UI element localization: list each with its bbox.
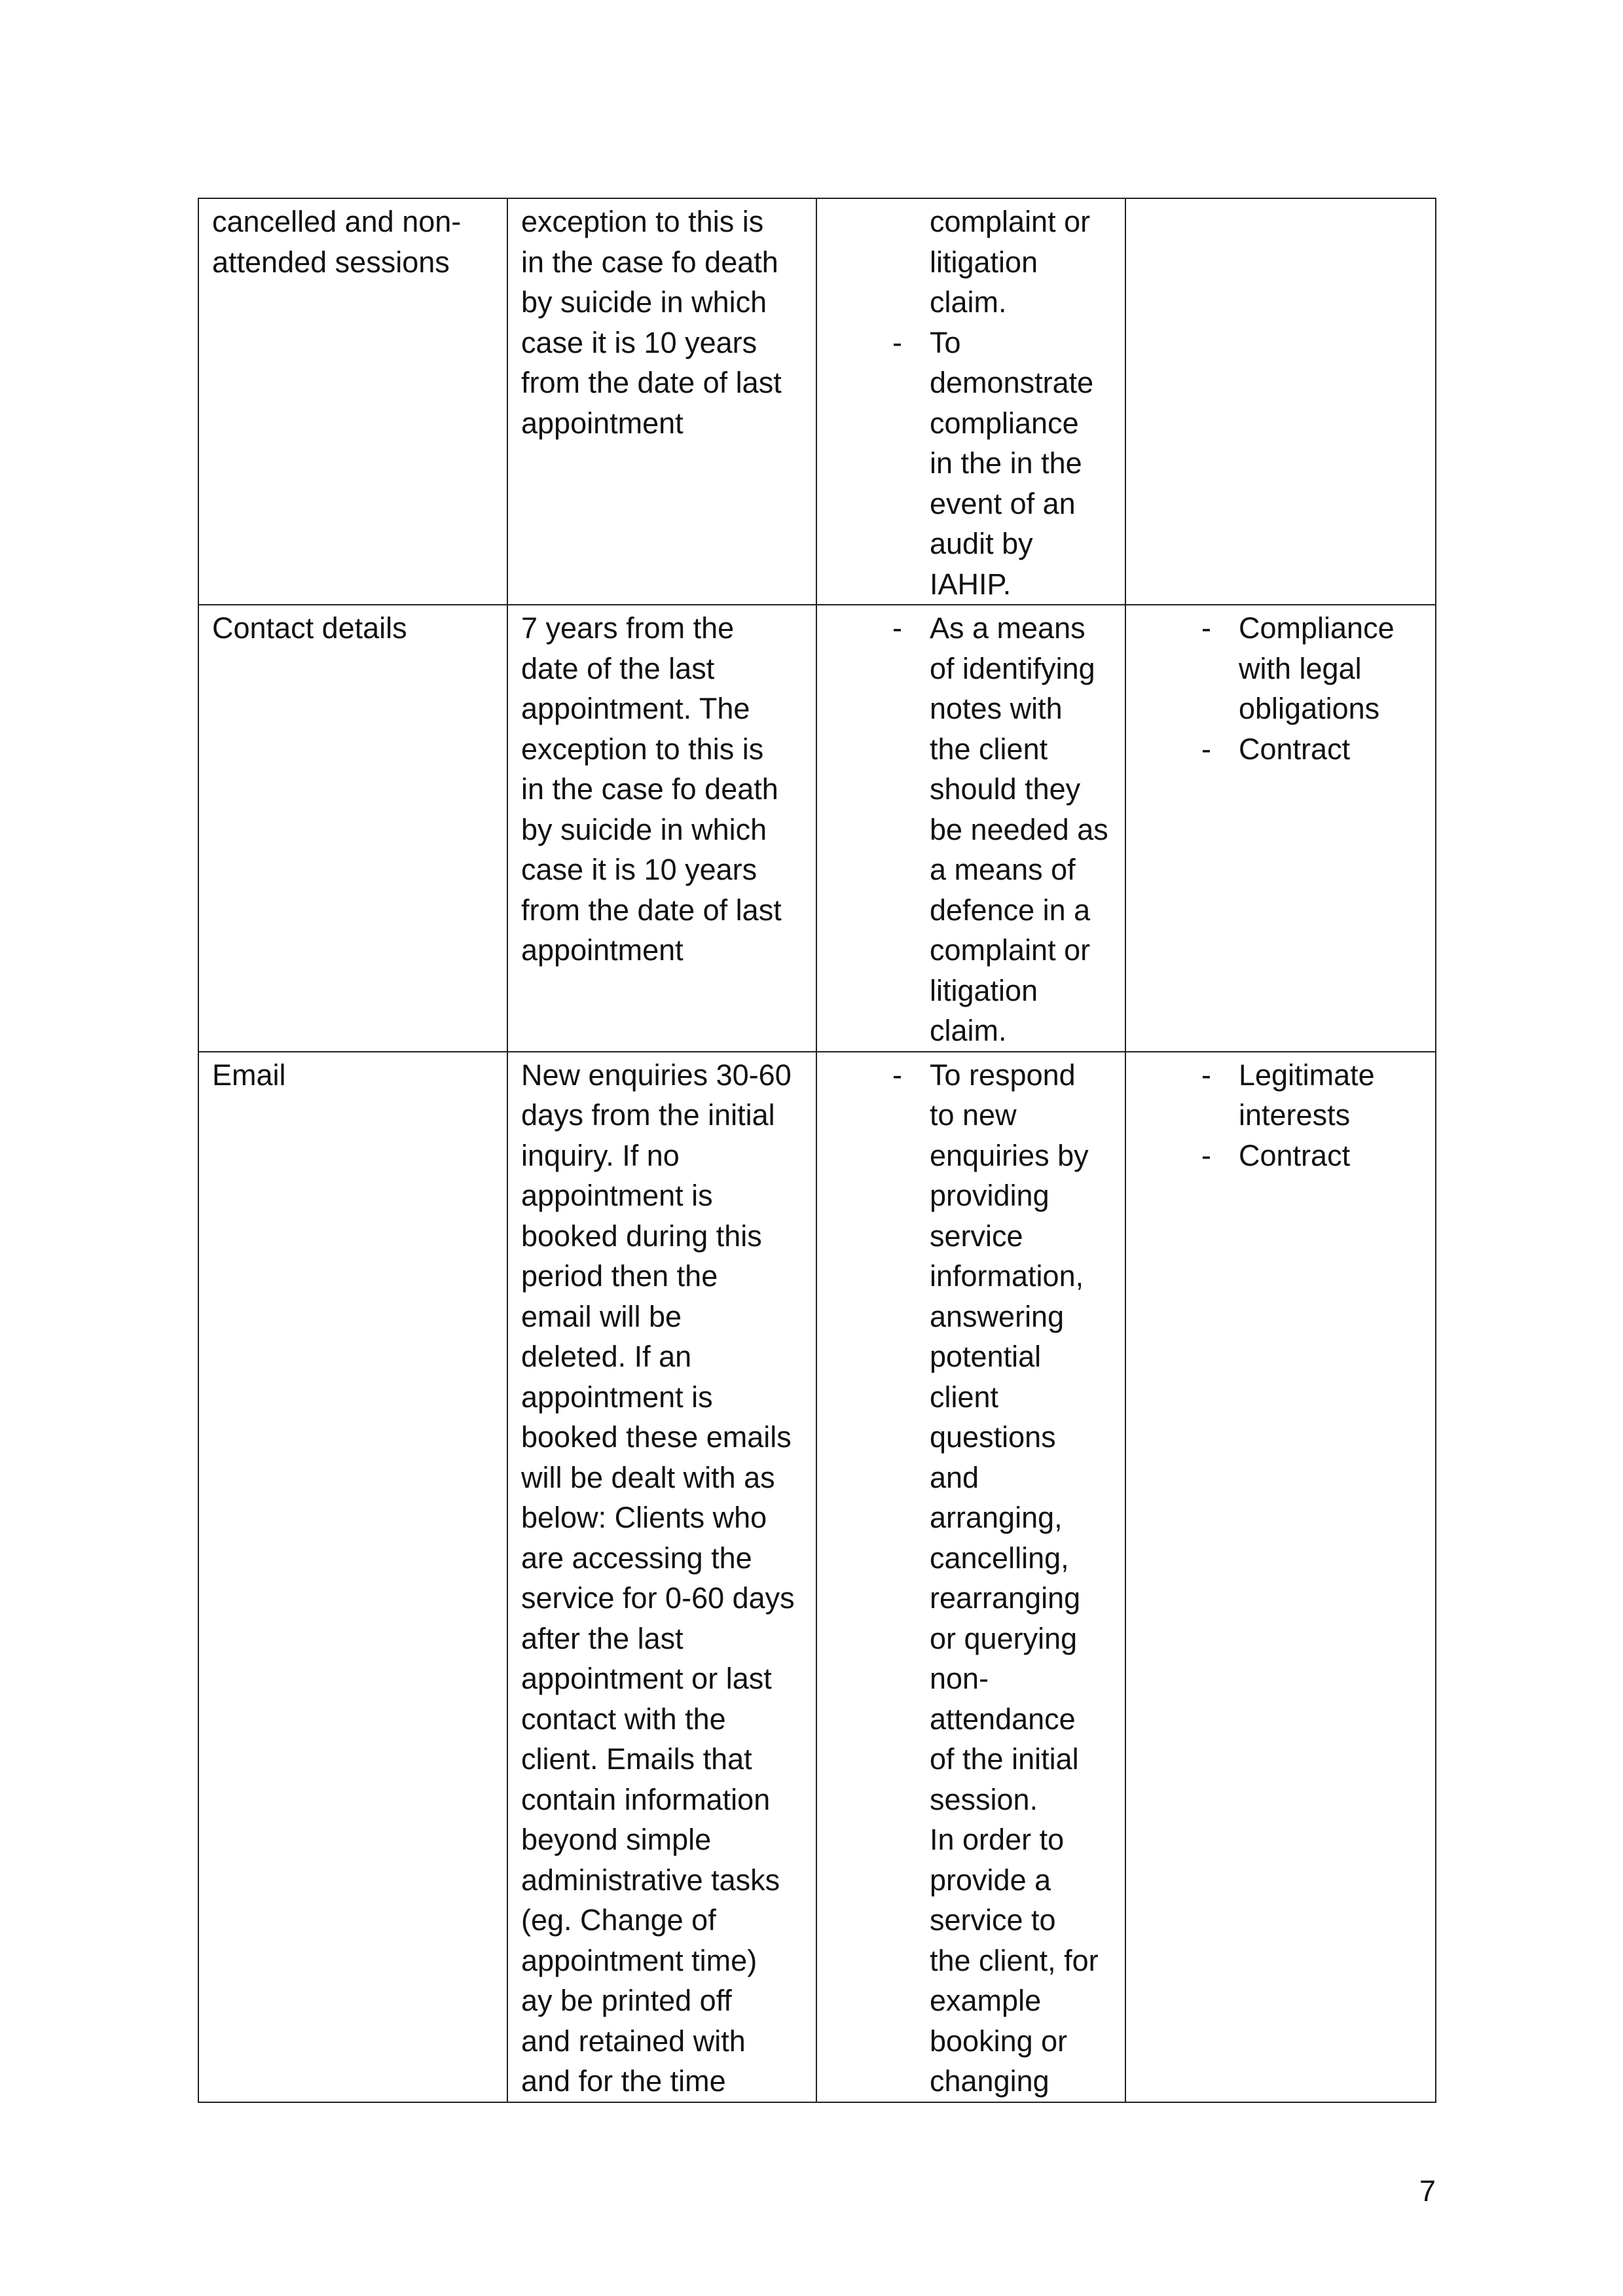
cell-text-line: ay be printed off	[521, 1984, 732, 2017]
cell-text-line: appointment. The	[521, 692, 750, 725]
list-item-line: obligations	[1239, 692, 1380, 725]
cell-text-line: will be dealt with as	[521, 1460, 775, 1494]
list-item-line: claim.	[930, 1014, 1007, 1047]
cell-text-line: exception to this is	[521, 732, 764, 766]
list-item-line: be needed as	[930, 812, 1108, 846]
list-item-line: providing	[930, 1179, 1049, 1212]
list-item-line: answering	[930, 1299, 1065, 1333]
cell-text-line: inquiry. If no	[521, 1138, 680, 1172]
bullet-list	[830, 1055, 1112, 2102]
list-item-line: a means of	[930, 853, 1076, 886]
list-item-line: booking or	[930, 2024, 1068, 2058]
cell-text-line: from the date of last	[521, 366, 782, 399]
list-item-line: To	[930, 325, 961, 359]
data-category-cell	[198, 1052, 507, 2102]
list-item-line: Contract	[1239, 1138, 1351, 1172]
list-item-line: complaint or	[930, 205, 1091, 238]
retention-period-cell	[507, 198, 816, 605]
cell-text-line: Contact details	[212, 611, 407, 645]
cell-text-line: days from the initial	[521, 1098, 775, 1132]
cell-text-line: booked during this	[521, 1219, 762, 1253]
data-category-cell	[198, 605, 507, 1052]
list-item-line: cancelling,	[930, 1541, 1069, 1575]
cell-text-line: below: Clients who	[521, 1501, 767, 1534]
bullet-list	[830, 608, 1112, 1051]
list-item-line: defence in a	[930, 893, 1091, 927]
dash-bullet: -	[1201, 611, 1211, 645]
cell-text-line: are accessing the	[521, 1541, 752, 1575]
cell-text-line: cancelled and non-	[212, 205, 462, 238]
list-item-line: claim.	[930, 285, 1007, 319]
cell-text-line: in the case fo death	[521, 245, 778, 279]
list-item	[1139, 1055, 1422, 1136]
retention-period-cell	[507, 605, 816, 1052]
list-item-line: of identifying	[930, 651, 1095, 685]
data-retention-table	[198, 198, 1436, 2103]
cell-text-line: by suicide in which	[521, 812, 767, 846]
cell-text-line: client. Emails that	[521, 1742, 752, 1776]
list-item-line: Compliance	[1239, 611, 1395, 645]
list-item-line: Legitimate	[1239, 1058, 1375, 1092]
cell-text-line: appointment is	[521, 1380, 713, 1414]
list-item-line: or querying	[930, 1621, 1078, 1655]
list-item-line: questions	[930, 1420, 1056, 1454]
cell-text-line: contain information	[521, 1782, 771, 1816]
list-item-line: Contract	[1239, 732, 1351, 766]
purpose-cell	[816, 198, 1125, 605]
cell-text-line: from the date of last	[521, 893, 782, 927]
list-item-line: provide a	[930, 1863, 1051, 1897]
list-item-line: As a means	[930, 611, 1085, 645]
list-item-line: example	[930, 1984, 1042, 2017]
list-item	[830, 1055, 1112, 1820]
list-item-line: rearranging	[930, 1581, 1081, 1615]
list-item-line: with legal	[1239, 651, 1362, 685]
page-number: 7	[1419, 2174, 1436, 2208]
table-row	[198, 1052, 1436, 2102]
purpose-cell	[816, 605, 1125, 1052]
cell-text-line: appointment time)	[521, 1943, 757, 1977]
cell-text-line: after the last	[521, 1621, 684, 1655]
list-item-line: session.	[930, 1782, 1038, 1816]
list-item	[1139, 1136, 1422, 1176]
list-item-line: potential	[930, 1340, 1042, 1373]
cell-text-line: case it is 10 years	[521, 853, 757, 886]
table-row	[198, 605, 1436, 1052]
bullet-list	[830, 202, 1112, 604]
list-item-line: client	[930, 1380, 999, 1414]
cell-text-line: date of the last	[521, 651, 715, 685]
legal-basis-cell	[1125, 605, 1436, 1052]
cell-text-line: service for 0-60 days	[521, 1581, 795, 1615]
dash-bullet: -	[892, 1058, 902, 1092]
cell-text-line: appointment	[521, 933, 684, 967]
cell-text-line: appointment is	[521, 1179, 713, 1212]
cell-text-line: in the case fo death	[521, 772, 778, 806]
list-item-line: the client	[930, 732, 1048, 766]
dash-bullet: -	[1201, 732, 1211, 766]
list-item-line: information,	[930, 1259, 1084, 1293]
cell-text-line: deleted. If an	[521, 1340, 692, 1373]
cell-text-line: by suicide in which	[521, 285, 767, 319]
list-item-line: event of an	[930, 486, 1076, 520]
list-item-line: non-	[930, 1662, 989, 1695]
list-item-line: in the in the	[930, 446, 1082, 480]
list-item-line: interests	[1239, 1098, 1351, 1132]
cell-text-line: New enquiries 30-60	[521, 1058, 792, 1092]
dash-bullet: -	[1201, 1138, 1211, 1172]
list-item-line: complaint or	[930, 933, 1091, 967]
cell-text-line: exception to this is	[521, 205, 764, 238]
legal-basis-cell	[1125, 198, 1436, 605]
list-item	[830, 1820, 1112, 2102]
cell-text-line: (eg. Change of	[521, 1903, 716, 1937]
bullet-list	[1139, 1055, 1422, 1176]
purpose-cell	[816, 1052, 1125, 2102]
cell-text-line: appointment	[521, 406, 684, 440]
list-item-line: litigation	[930, 245, 1038, 279]
cell-text-line: administrative tasks	[521, 1863, 780, 1897]
list-item-line: To respond	[930, 1058, 1076, 1092]
cell-text-line: and for the time	[521, 2064, 726, 2098]
cell-text-line: attended sessions	[212, 245, 450, 279]
table-body	[198, 198, 1436, 2102]
list-item-line: enquiries by	[930, 1138, 1089, 1172]
list-item	[830, 202, 1112, 323]
bullet-list	[1139, 608, 1422, 769]
list-item-line: attendance	[930, 1702, 1076, 1736]
data-category-cell	[198, 198, 507, 605]
list-item	[830, 608, 1112, 1051]
retention-period-cell	[507, 1052, 816, 2102]
list-item-line: litigation	[930, 973, 1038, 1007]
cell-text-line: contact with the	[521, 1702, 726, 1736]
cell-text-line: email will be	[521, 1299, 682, 1333]
list-item	[1139, 729, 1422, 770]
list-item-line: service	[930, 1219, 1023, 1253]
cell-text-line: appointment or last	[521, 1662, 772, 1695]
list-item-line: should they	[930, 772, 1081, 806]
list-item-line: arranging,	[930, 1501, 1063, 1534]
table-row	[198, 198, 1436, 605]
list-item-line: notes with	[930, 692, 1063, 725]
cell-text-line: period then the	[521, 1259, 718, 1293]
list-item-line: changing	[930, 2064, 1049, 2098]
list-item-line: IAHIP.	[930, 567, 1012, 601]
list-item-line: audit by	[930, 527, 1033, 560]
list-item	[1139, 608, 1422, 729]
list-item	[830, 323, 1112, 605]
dash-bullet: -	[1201, 1058, 1211, 1092]
cell-text-line: beyond simple	[521, 1823, 712, 1856]
cell-text-line: and retained with	[521, 2024, 746, 2058]
cell-text-line: booked these emails	[521, 1420, 792, 1454]
legal-basis-cell	[1125, 1052, 1436, 2102]
cell-text-line: case it is 10 years	[521, 325, 757, 359]
list-item-line: demonstrate	[930, 366, 1094, 399]
list-item-line: the client, for	[930, 1943, 1099, 1977]
cell-text-line: Email	[212, 1058, 286, 1092]
dash-bullet: -	[892, 325, 902, 359]
list-item-line: and	[930, 1460, 979, 1494]
list-item-line: In order to	[930, 1823, 1065, 1856]
list-item-line: service to	[930, 1903, 1056, 1937]
list-item-line: of the initial	[930, 1742, 1079, 1776]
cell-text-line: 7 years from the	[521, 611, 735, 645]
dash-bullet: -	[892, 611, 902, 645]
list-item-line: to new	[930, 1098, 1017, 1132]
list-item-line: compliance	[930, 406, 1079, 440]
